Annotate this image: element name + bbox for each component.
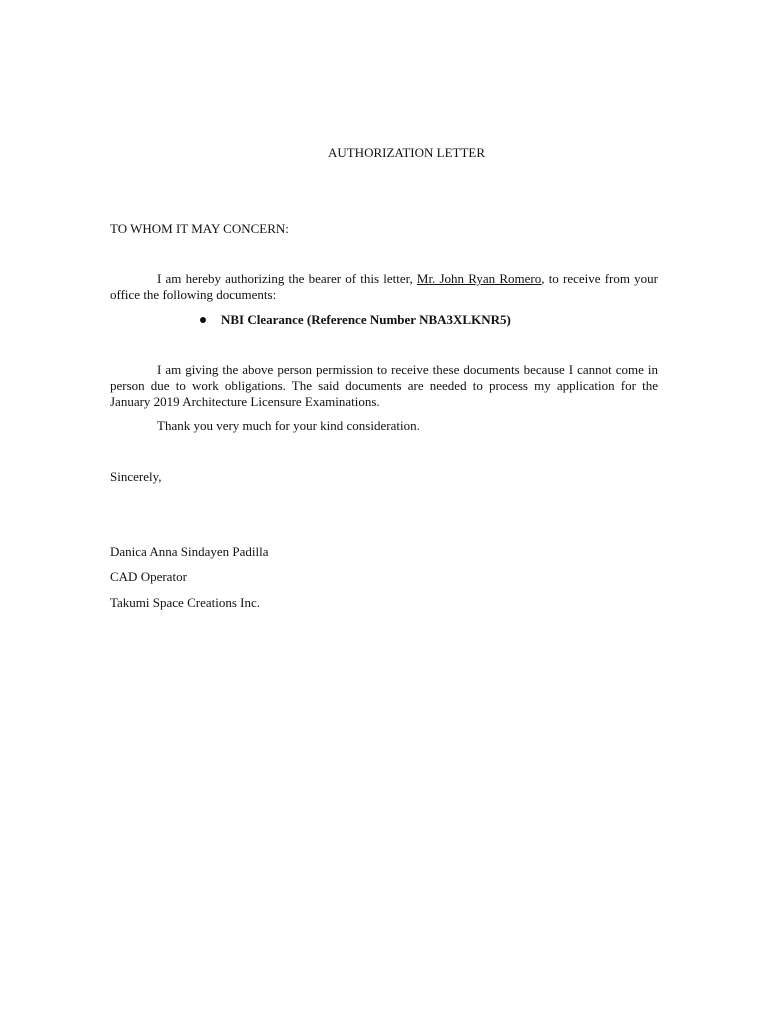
- closing: Sincerely,: [110, 469, 162, 484]
- bullet-icon: [200, 317, 206, 323]
- thanks-paragraph: Thank you very much for your kind consideration.: [157, 418, 420, 433]
- reason-paragraph: I am giving the above person permission to receive these documents because I cannot come in person due to work obligations. The said documents are needed to process my application for the January 2019 Architecture Licensure Examinations.: [110, 362, 658, 409]
- document-list-item: [200, 312, 511, 328]
- signatory-role: CAD Operator: [110, 569, 187, 584]
- authorization-text-after: , to receive from your office the following documents:: [110, 271, 658, 302]
- bearer-name: Mr. John Ryan Romero: [416, 271, 542, 286]
- authorization-text-before: I am hereby authorizing the bearer of this letter,: [157, 271, 417, 286]
- signatory-company: Takumi Space Creations Inc.: [110, 595, 260, 610]
- salutation: TO WHOM IT MAY CONCERN:: [110, 221, 289, 236]
- signatory-name: Danica Anna Sindayen Padilla: [110, 544, 269, 559]
- document-name: NBI Clearance (Reference Number NBA3XLKNR5): [221, 312, 511, 327]
- letter-title: AUTHORIZATION LETTER: [327, 145, 486, 160]
- authorization-paragraph: [110, 271, 658, 303]
